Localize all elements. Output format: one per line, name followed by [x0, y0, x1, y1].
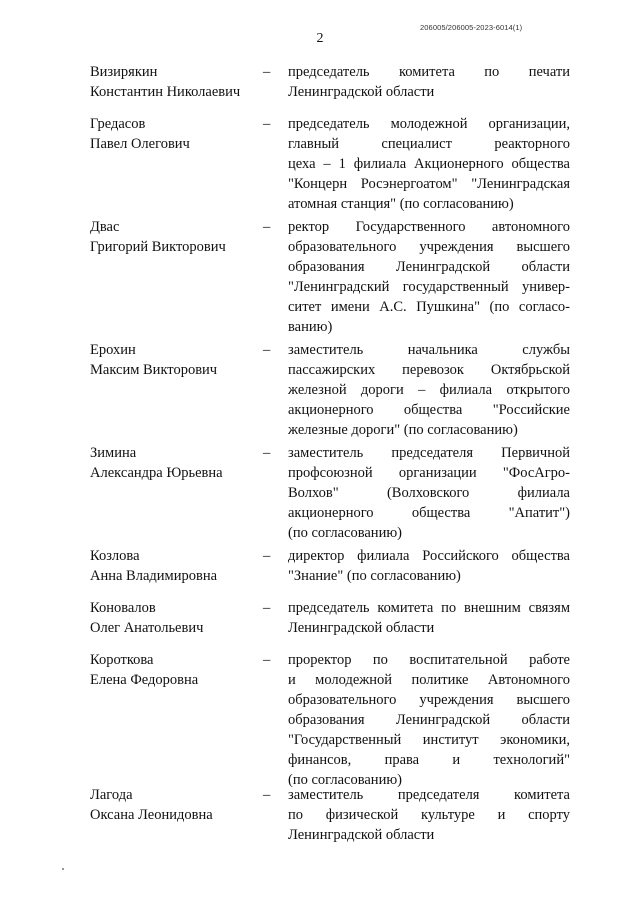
position-line: Волхов" (Волховского филиала	[288, 485, 570, 501]
member-given-names: Константин Николаевич	[90, 84, 241, 100]
member-surname: Визирякин	[90, 64, 158, 80]
member-surname: Гредасов	[90, 116, 146, 132]
position-line: (по согласованию)	[288, 525, 402, 541]
member-surname: Зимина	[90, 445, 137, 461]
position-line: атомная станция" (по согласованию)	[288, 196, 514, 212]
member-surname: Лагода	[90, 787, 133, 803]
member-given-names: Олег Анатольевич	[90, 620, 204, 636]
position-line: финансов, права и технологий"	[288, 752, 570, 768]
position-line: "Государственный институт экономики,	[288, 732, 570, 748]
dash-separator: –	[263, 342, 271, 358]
position-line: ванию)	[288, 319, 333, 335]
position-line: Ленинградской области	[288, 620, 435, 636]
position-line: и молодежной политике Автономного	[288, 672, 570, 688]
position-line: "Ленинградский государственный универ-	[288, 279, 570, 295]
position-line: по физической культуре и спорту	[288, 807, 570, 823]
member-position	[288, 598, 570, 638]
position-line: образовательного учреждения высшего	[288, 692, 570, 708]
member-surname: Коновалов	[90, 600, 156, 616]
member-position	[288, 62, 570, 102]
position-line: железной дороги – филиала открытого	[288, 382, 570, 398]
dash-separator: –	[263, 652, 271, 668]
position-line: главный специалист реакторного	[288, 136, 570, 152]
position-line: акционерного общества "Апатит")	[288, 505, 570, 521]
dash-separator: –	[263, 787, 271, 803]
member-position	[288, 546, 570, 586]
member-name	[90, 443, 260, 483]
position-line: профсоюзной организации "ФосАгро-	[288, 465, 570, 481]
page-number: 2	[316, 31, 324, 46]
position-line: железные дороги" (по согласованию)	[288, 422, 518, 438]
member-position	[288, 114, 570, 214]
position-line: заместитель начальника службы	[288, 342, 570, 358]
position-line: ситет имени А.С. Пушкина" (по согласо-	[288, 299, 570, 315]
position-line: "Концерн Росэнергоатом" "Ленинградская	[288, 176, 570, 192]
member-position	[288, 650, 570, 790]
member-name	[90, 546, 260, 586]
member-position	[288, 443, 570, 543]
position-line: председатель комитета по внешним связям	[288, 600, 570, 616]
member-name	[90, 114, 260, 154]
member-surname: Ерохин	[90, 342, 136, 358]
member-name	[90, 217, 260, 257]
dash-separator: –	[263, 64, 271, 80]
scan-speck	[62, 868, 64, 870]
member-given-names: Александра Юрьевна	[90, 465, 223, 481]
position-line: образования Ленинградской области	[288, 259, 570, 275]
position-line: цеха – 1 филиала Акционерного общества	[288, 156, 570, 172]
member-name	[90, 62, 260, 102]
member-surname: Двас	[90, 219, 120, 235]
position-line: пассажирских перевозок Октябрьской	[288, 362, 570, 378]
document-registration-number: 206005/206005-2023-6014(1)	[420, 23, 523, 32]
position-line: образования Ленинградской области	[288, 712, 570, 728]
position-line: ректор Государственного автономного	[288, 219, 570, 235]
position-line: председатель молодежной организации,	[288, 116, 570, 132]
member-given-names: Елена Федоровна	[90, 672, 199, 688]
position-line: "Знание" (по согласованию)	[288, 568, 461, 584]
position-line: заместитель председателя комитета	[288, 787, 570, 803]
position-line: директор филиала Российского общества	[288, 548, 570, 564]
position-line: председатель комитета по печати	[288, 64, 570, 80]
position-line: (по согласованию)	[288, 772, 402, 788]
position-line: заместитель председателя Первичной	[288, 445, 570, 461]
member-given-names: Анна Владимировна	[90, 568, 218, 584]
dash-separator: –	[263, 445, 271, 461]
member-given-names: Павел Олегович	[90, 136, 190, 152]
member-surname: Короткова	[90, 652, 154, 668]
member-name	[90, 785, 260, 825]
member-surname: Козлова	[90, 548, 140, 564]
member-position	[288, 217, 570, 337]
dash-separator: –	[263, 116, 271, 132]
member-position	[288, 340, 570, 440]
member-given-names: Максим Викторович	[90, 362, 218, 378]
member-name	[90, 340, 260, 380]
dash-separator: –	[263, 548, 271, 564]
position-line: проректор по воспитательной работе	[288, 652, 570, 668]
dash-separator: –	[263, 219, 271, 235]
dash-separator: –	[263, 600, 271, 616]
position-line: Ленинградской области	[288, 84, 435, 100]
position-line: образовательного учреждения высшего	[288, 239, 570, 255]
member-position	[288, 785, 570, 845]
member-given-names: Григорий Викторович	[90, 239, 226, 255]
position-line: акционерного общества "Российские	[288, 402, 570, 418]
position-line: Ленинградской области	[288, 827, 435, 843]
member-name	[90, 650, 260, 690]
member-name	[90, 598, 260, 638]
member-given-names: Оксана Леонидовна	[90, 807, 213, 823]
